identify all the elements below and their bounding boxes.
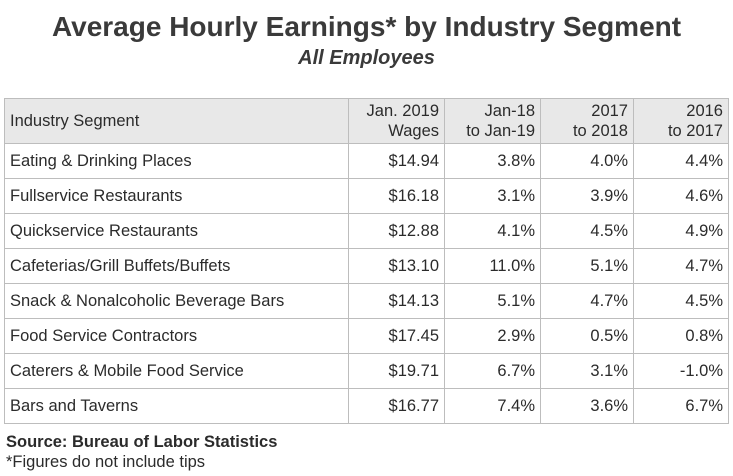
table-row <box>5 319 729 354</box>
chart-title: Average Hourly Earnings* by Industry Segment <box>51 11 682 42</box>
wage-cell: $13.10 <box>349 249 445 284</box>
footnote: *Figures do not include tips <box>6 453 206 471</box>
table-row <box>5 249 729 284</box>
header-row <box>5 99 729 144</box>
change-jan18-jan19-cell: 3.8% <box>445 144 541 179</box>
wage-cell: $16.77 <box>349 389 445 424</box>
table-row <box>5 144 729 179</box>
header-jan-2019-wages: Jan. 2019 Wages <box>349 99 445 144</box>
wage-cell: $12.88 <box>349 214 445 249</box>
change-2017-2018-cell: 4.0% <box>541 144 634 179</box>
wage-cell: $17.45 <box>349 319 445 354</box>
table-row <box>5 179 729 214</box>
change-2016-2017-cell: 6.7% <box>634 389 729 424</box>
change-jan18-jan19-cell: 2.9% <box>445 319 541 354</box>
industry-segment-cell: Snack & Nonalcoholic Beverage Bars <box>5 284 349 319</box>
chart-subtitle: All Employees <box>298 47 435 69</box>
table-row <box>5 284 729 319</box>
change-jan18-jan19-cell: 4.1% <box>445 214 541 249</box>
change-jan18-jan19-cell: 11.0% <box>445 249 541 284</box>
wage-cell: $14.13 <box>349 284 445 319</box>
industry-segment-cell: Bars and Taverns <box>5 389 349 424</box>
header-industry-segment: Industry Segment <box>5 99 349 144</box>
table-body <box>5 144 729 424</box>
industry-segment-cell: Caterers & Mobile Food Service <box>5 354 349 389</box>
wage-cell: $19.71 <box>349 354 445 389</box>
earnings-table <box>4 98 729 424</box>
wage-cell: $14.94 <box>349 144 445 179</box>
table-header <box>5 99 729 144</box>
source-note: Source: Bureau of Labor Statistics <box>6 433 278 451</box>
change-2016-2017-cell: 4.5% <box>634 284 729 319</box>
change-2017-2018-cell: 5.1% <box>541 249 634 284</box>
change-2017-2018-cell: 3.1% <box>541 354 634 389</box>
change-jan18-jan19-cell: 7.4% <box>445 389 541 424</box>
change-2017-2018-cell: 4.7% <box>541 284 634 319</box>
table-row <box>5 354 729 389</box>
industry-segment-cell: Food Service Contractors <box>5 319 349 354</box>
change-jan18-jan19-cell: 3.1% <box>445 179 541 214</box>
change-2016-2017-cell: 0.8% <box>634 319 729 354</box>
industry-segment-cell: Cafeterias/Grill Buffets/Buffets <box>5 249 349 284</box>
change-2016-2017-cell: 4.9% <box>634 214 729 249</box>
industry-segment-cell: Fullservice Restaurants <box>5 179 349 214</box>
industry-segment-cell: Quickservice Restaurants <box>5 214 349 249</box>
change-2017-2018-cell: 4.5% <box>541 214 634 249</box>
header-2016-to-2017: 2016 to 2017 <box>634 99 729 144</box>
change-2017-2018-cell: 0.5% <box>541 319 634 354</box>
table-row <box>5 389 729 424</box>
header-jan18-to-jan19: Jan-18 to Jan-19 <box>445 99 541 144</box>
change-jan18-jan19-cell: 6.7% <box>445 354 541 389</box>
change-2017-2018-cell: 3.6% <box>541 389 634 424</box>
header-2017-to-2018: 2017 to 2018 <box>541 99 634 144</box>
change-2016-2017-cell: 4.6% <box>634 179 729 214</box>
change-jan18-jan19-cell: 5.1% <box>445 284 541 319</box>
change-2016-2017-cell: -1.0% <box>634 354 729 389</box>
table-row <box>5 214 729 249</box>
industry-segment-cell: Eating & Drinking Places <box>5 144 349 179</box>
change-2016-2017-cell: 4.4% <box>634 144 729 179</box>
wage-cell: $16.18 <box>349 179 445 214</box>
change-2016-2017-cell: 4.7% <box>634 249 729 284</box>
change-2017-2018-cell: 3.9% <box>541 179 634 214</box>
